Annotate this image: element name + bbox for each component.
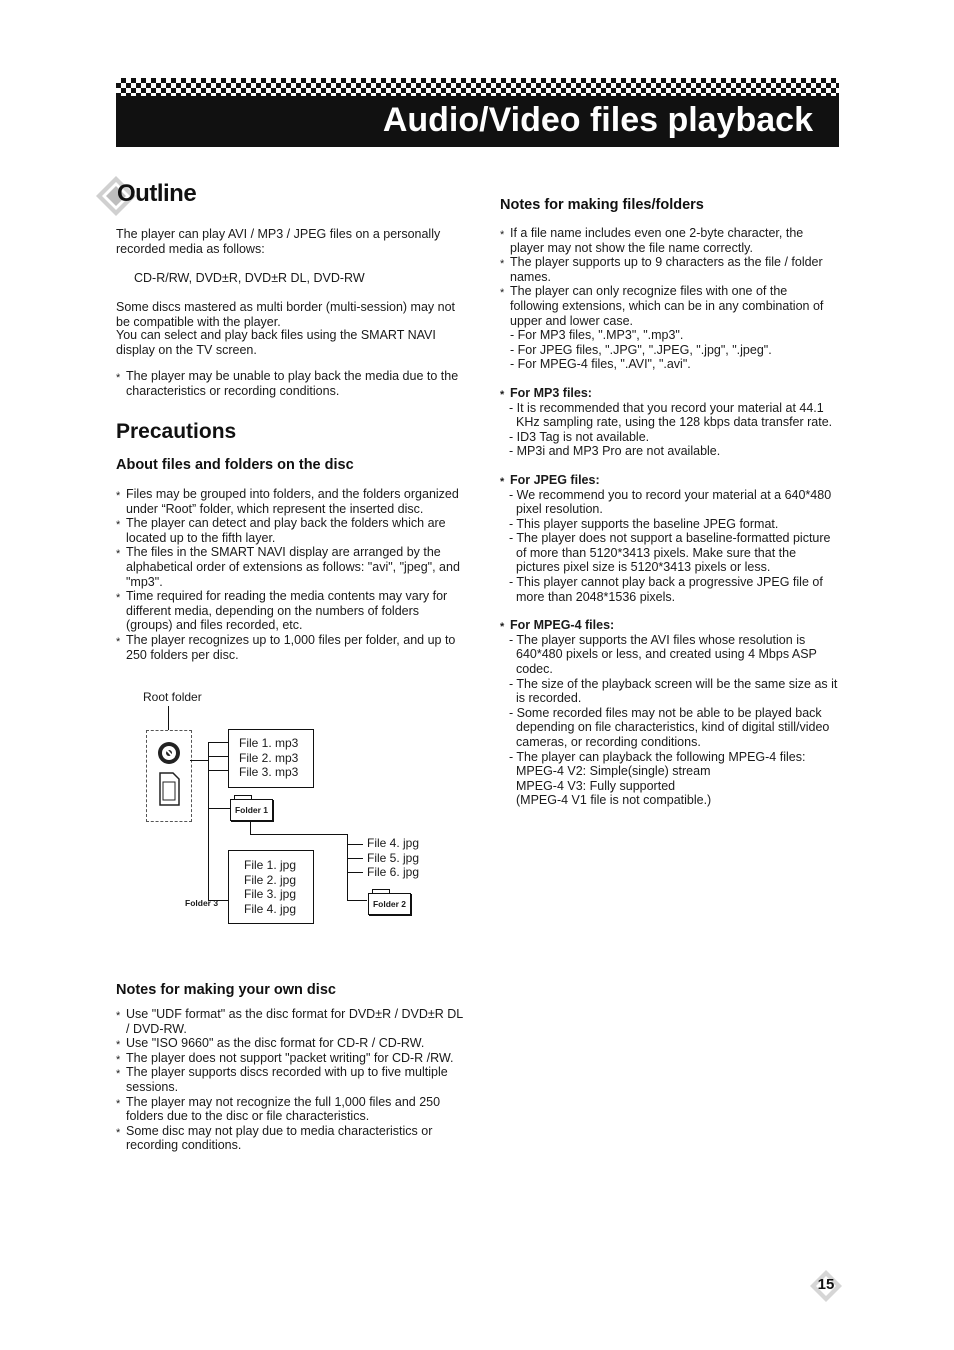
root-folder-label: Root folder bbox=[143, 690, 202, 704]
list-item: * The player does not support "packet writing" for CD-R /RW. bbox=[116, 1051, 468, 1066]
file-item: File 6. jpg bbox=[367, 865, 420, 879]
connector-line bbox=[168, 706, 169, 730]
list-item: * The player supports discs recorded with up to five multiple sessions. bbox=[116, 1065, 468, 1094]
own-disc-heading: Notes for making your own disc bbox=[116, 982, 336, 998]
support-line: MPEG-4 V2: Simple(single) stream bbox=[516, 764, 711, 779]
files-folders-heading: Notes for making files/folders bbox=[500, 197, 704, 213]
own-disc-list bbox=[116, 1007, 468, 1153]
disc-icon bbox=[156, 740, 182, 766]
file-item: File 2. mp3 bbox=[239, 750, 299, 765]
page-title: Audio/Video files playback bbox=[382, 101, 813, 139]
note-line: - The size of the playback screen will be the same size as it is recorded. bbox=[509, 676, 838, 706]
file-item: File 3. mp3 bbox=[239, 765, 299, 779]
connector-line bbox=[347, 872, 363, 873]
list-item: * The player recognizes up to 1,000 files per folder, and up to 250 folders per disc. bbox=[116, 633, 468, 662]
header-checker-pattern bbox=[116, 78, 839, 98]
file-item: File 3. jpg bbox=[244, 887, 297, 901]
page-number: 15 bbox=[817, 1276, 835, 1293]
jpeg-notes bbox=[500, 488, 838, 605]
outline-multi-border: Some discs mastered as multi border (multi-session) may not be compatible with the player. bbox=[116, 300, 456, 329]
memory-card-icon bbox=[157, 772, 181, 806]
file-item: File 5. jpg bbox=[367, 850, 420, 865]
mpeg4-notes bbox=[500, 633, 838, 808]
connector-line bbox=[347, 844, 363, 845]
connector-line bbox=[347, 900, 367, 901]
note-line: - MP3i and MP3 Pro are not available. bbox=[509, 444, 721, 459]
mpeg4-label: * For MPEG-4 files: bbox=[500, 618, 838, 633]
file-item: File 1. jpg bbox=[244, 858, 297, 872]
outline-note-list bbox=[116, 369, 468, 398]
support-line: MPEG-4 V3: Fully supported bbox=[516, 778, 676, 793]
folder2-files bbox=[367, 836, 419, 880]
header-banner bbox=[116, 96, 839, 147]
extension-line: - For MP3 files, ".MP3", ".mp3". bbox=[510, 328, 684, 343]
folder3-files bbox=[244, 858, 296, 916]
extension-line: - For JPEG files, ".JPG", ".JPEG, ".jpg", ".jpeg". bbox=[510, 342, 772, 357]
connector-line bbox=[208, 770, 228, 771]
folder2-icon: Folder 2 bbox=[368, 893, 411, 915]
note-line: - It is recommended that you record your material at 44.1 KHz sampling rate, using the 128 kbps data transfer rate. bbox=[509, 400, 833, 430]
file-item: File 4. jpg bbox=[244, 901, 297, 916]
list-item: * The player can detect and play back the folders which are located up to the fifth layer. bbox=[116, 516, 468, 545]
list-item: * Files may be grouped into folders, and the folders organized under “Root” folder, which represent the inserted disc. bbox=[116, 487, 468, 516]
note-line: - This player supports the baseline JPEG format. bbox=[509, 516, 779, 531]
about-files-list bbox=[116, 487, 468, 662]
list-item: * Use "UDF format" as the disc format for DVD±R / DVD±R DL / DVD-RW. bbox=[116, 1007, 468, 1036]
extension-lines bbox=[500, 328, 838, 372]
mp3-notes bbox=[500, 401, 838, 459]
file-item: File 2. jpg bbox=[244, 872, 297, 887]
outline-media: CD-R/RW, DVD±R, DVD±R DL, DVD-RW bbox=[134, 271, 365, 285]
mp3-label: * For MP3 files: bbox=[500, 386, 838, 401]
note-line: - This player cannot play back a progressive JPEG file of more than 2048*1536 pixels. bbox=[509, 575, 823, 604]
note-line: - The player does not support a baseline-formatted picture of more than 5120*3413 pixels. Make sure that the pictures pixel size is 5120*3413 pixels or less. bbox=[509, 531, 831, 575]
folder1-icon: Folder 1 bbox=[230, 799, 273, 821]
connector-line bbox=[190, 760, 208, 761]
outline-note: * The player may be unable to play back the media due to the characteristics or recording conditions. bbox=[116, 369, 468, 398]
extension-line: - For MPEG-4 files, ".AVI", ".avi". bbox=[510, 357, 691, 372]
list-item: * The files in the SMART NAVI display are arranged by the alphabetical order of extensions as follows: "avi", "jpeg", and "mp3". bbox=[116, 545, 468, 589]
list-item: * If a file name includes even one 2-byte character, the player may not show the file name correctly. bbox=[500, 226, 838, 255]
outline-heading: Outline bbox=[117, 180, 197, 207]
note-line: - We recommend you to record your material at a 640*480 pixel resolution. bbox=[509, 487, 832, 517]
file-item: File 1. mp3 bbox=[239, 736, 299, 750]
precautions-heading: Precautions bbox=[116, 420, 237, 443]
list-item: * Some disc may not play due to media characteristics or recording conditions. bbox=[116, 1124, 468, 1153]
list-item: * Time required for reading the media contents may vary for different media, depending on the numbers of folders (groups) and files recorded, etc. bbox=[116, 589, 468, 633]
list-item: * The player may not recognize the full 1,000 files and 250 folders due to the disc or file characteristics. bbox=[116, 1095, 468, 1124]
note-line: - ID3 Tag is not available. bbox=[509, 429, 650, 444]
outline-intro: The player can play AVI / MP3 / JPEG files on a personally recorded media as follows: bbox=[116, 227, 441, 256]
note-line: - Some recorded files may not be able to be played back depending on file characteristics, kind of digital still/video cameras, or recording conditions. bbox=[509, 705, 830, 749]
files-folders-body bbox=[500, 226, 838, 808]
about-files-heading: About files and folders on the disc bbox=[116, 457, 354, 473]
connector-line bbox=[208, 742, 209, 900]
folder1-files bbox=[239, 736, 298, 780]
list-item: * The player can only recognize files with one of the following extensions, which can be in any combination of upper and lower case. bbox=[500, 284, 838, 328]
mpeg4-support-list bbox=[508, 764, 838, 808]
outline-smart-navi: You can select and play back files using the SMART NAVI display on the TV screen. bbox=[116, 328, 436, 357]
folder3-label: Folder 3 bbox=[185, 898, 219, 908]
connector-line bbox=[208, 808, 230, 809]
connector-line bbox=[250, 820, 251, 834]
note-line: - The player can playback the following MPEG-4 files: bbox=[509, 749, 806, 764]
list-item: * Use "ISO 9660" as the disc format for CD-R / CD-RW. bbox=[116, 1036, 468, 1051]
connector-line bbox=[208, 756, 228, 757]
file-item: File 4. jpg bbox=[367, 836, 420, 850]
note-line: - The player supports the AVI files whose resolution is 640*480 pixels or less, and created using 4 Mbps ASP codec. bbox=[509, 632, 817, 677]
jpeg-label: * For JPEG files: bbox=[500, 473, 838, 488]
connector-line bbox=[347, 858, 363, 859]
connector-line bbox=[208, 742, 228, 743]
support-line: (MPEG-4 V1 file is not compatible.) bbox=[516, 793, 712, 808]
connector-line bbox=[250, 834, 347, 835]
list-item: * The player supports up to 9 characters as the file / folder names. bbox=[500, 255, 838, 284]
